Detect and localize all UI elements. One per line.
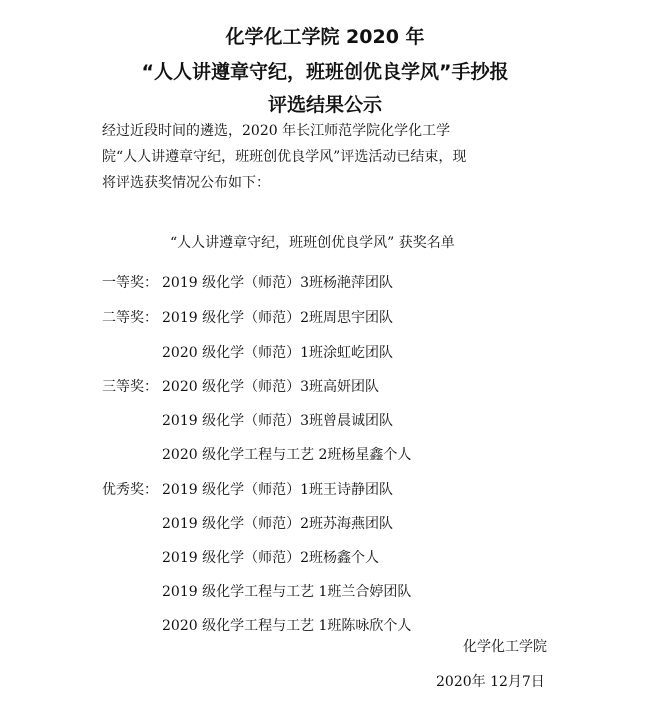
- award-entry: 2019 级化学（师范）1班王诗静团队: [162, 482, 393, 498]
- title-line-2: “人人讲遵章守纪，班班创优良学风”手抄报: [141, 61, 509, 83]
- intro-line-1: 经过近段时间的遴选，2020 年长江师范学院化学化工学: [102, 123, 451, 139]
- award-entry: 2019 级化学（师范）2班杨鑫个人: [162, 550, 379, 566]
- award-row: [102, 613, 411, 639]
- award-entry: 2020 级化学工程与工艺 1班陈咏欣个人: [162, 618, 412, 634]
- award-row: [102, 579, 411, 605]
- award-row: [102, 305, 393, 331]
- award-prize-label: 优秀奖：: [102, 482, 158, 498]
- award-entry: 2020 级化学（师范）3班高妍团队: [162, 379, 379, 395]
- award-row: [102, 408, 393, 434]
- signature-organization: 化学化工学院: [463, 639, 547, 655]
- award-row: [102, 270, 393, 296]
- award-prize-label: 二等奖：: [102, 310, 158, 326]
- intro-line-3: 将评选获奖情况公布如下：: [102, 175, 270, 191]
- award-prize-label: 三等奖：: [102, 379, 158, 395]
- award-entry: 2020 级化学工程与工艺 2班杨星鑫个人: [162, 447, 412, 463]
- signature-date: 2020年 12月7日: [436, 674, 545, 690]
- award-row: [102, 545, 379, 571]
- award-entry: 2019 级化学（师范）3班曾晨诚团队: [162, 413, 393, 429]
- award-row: [102, 374, 379, 400]
- award-row: [102, 442, 411, 468]
- award-row: [102, 477, 393, 503]
- title-line-3: 评选结果公示: [267, 94, 382, 116]
- award-entry: 2019 级化学（师范）2班苏海燕团队: [162, 516, 393, 532]
- award-entry: 2020 级化学（师范）1班涂虹屹团队: [162, 345, 393, 361]
- award-prize-label: 一等奖：: [102, 275, 158, 291]
- award-entry: 2019 级化学（师范）3班杨滟萍团队: [162, 275, 393, 291]
- title-line-1: 化学化工学院 2020 年: [225, 26, 425, 48]
- award-list-heading: “人人讲遵章守纪，班班创优良学风” 获奖名单: [170, 235, 455, 251]
- award-entry: 2019 级化学工程与工艺 1班兰合婷团队: [162, 584, 412, 600]
- award-row: [102, 511, 393, 537]
- award-row: [102, 340, 393, 366]
- award-entry: 2019 级化学（师范）2班周思宇团队: [162, 310, 393, 326]
- intro-line-2: 院“人人讲遵章守纪，班班创优良学风”评选活动已结束，现: [102, 149, 467, 165]
